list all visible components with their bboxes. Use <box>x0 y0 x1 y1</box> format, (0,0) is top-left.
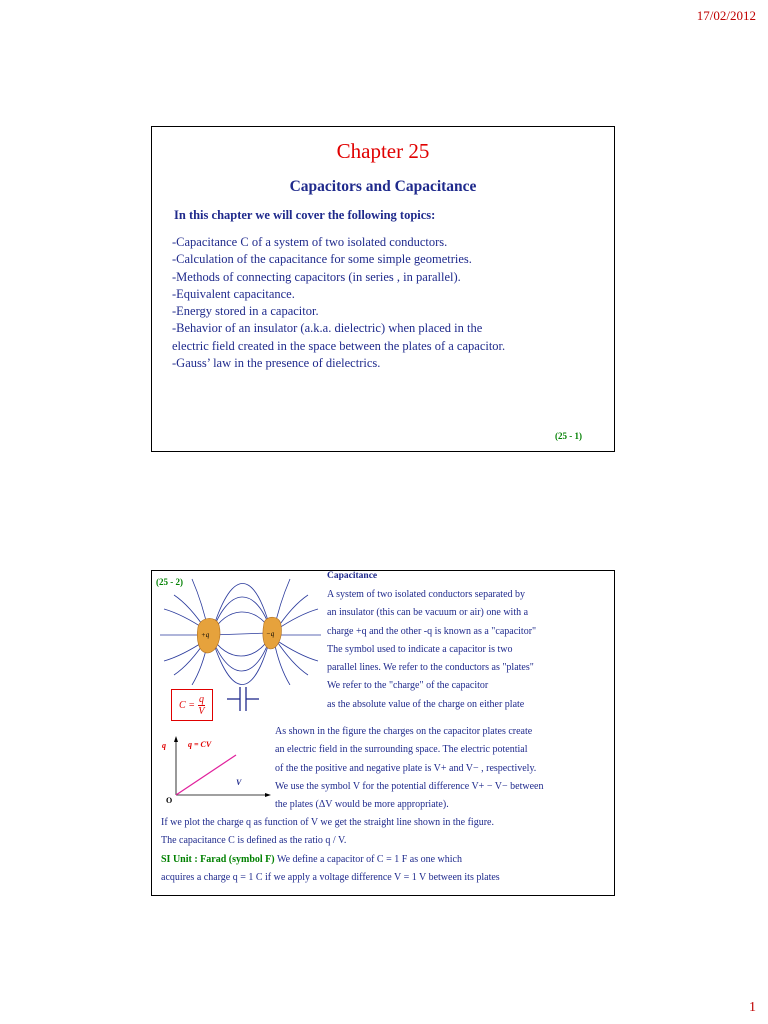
chapter-subtitle: Capacitors and Capacitance <box>289 178 477 195</box>
topics-list <box>172 234 602 372</box>
electric-field-description <box>275 723 613 814</box>
q-vs-v-graph <box>158 733 273 813</box>
text-line: If we plot the charge q as function of V we get the straight line shown in the figure. <box>161 817 494 828</box>
formula-denominator: V <box>198 705 205 717</box>
chapter-title: Chapter 25 <box>336 139 430 163</box>
text-line: The capacitance C is defined as the ratio q / V. <box>161 835 347 847</box>
graph-origin-label: O <box>166 796 173 805</box>
capacitor-symbol-icon <box>223 684 263 714</box>
topics-intro: In this chapter we will cover the following topics: <box>174 208 436 222</box>
topic-item: -Behavior of an insulator (a.k.a. dielectric) when placed in the <box>172 321 483 336</box>
capacitance-definition <box>161 814 611 887</box>
graph-y-label: q <box>162 741 166 750</box>
graph-line-label: q = CV <box>188 740 212 749</box>
text-line: acquires a charge q = 1 C if we apply a voltage difference V = 1 V between its plates <box>161 871 500 883</box>
formula-numerator: q <box>198 693 204 705</box>
text-line: an electric field in the surrounding space. The electric potential <box>275 744 528 756</box>
topic-item: -Methods of connecting capacitors (in series , in parallel). <box>172 269 461 284</box>
formula-lhs: C = <box>179 699 195 711</box>
capacitance-description <box>327 586 612 714</box>
text-line: As shown in the figure the charges on the capacitor plates create <box>275 726 533 737</box>
page-number: 1 <box>749 1000 756 1015</box>
text-line: We use the symbol V for the potential difference V+ − V− between <box>275 780 544 792</box>
plus-charge-label: +q <box>201 631 210 639</box>
text-line: parallel lines. We refer to the conductors as "plates" <box>327 662 534 674</box>
text-line: The symbol used to indicate a capacitor is two <box>327 643 513 655</box>
slide-2 <box>151 570 615 896</box>
text-line: A system of two isolated conductors separated by <box>327 589 526 600</box>
si-unit-label: SI Unit : Farad (symbol F) <box>161 853 275 865</box>
text-line: an insulator (this can be vacuum or air) one with a <box>327 607 529 619</box>
header-date: 17/02/2012 <box>696 8 756 23</box>
topic-item: -Gauss’ law in the presence of dielectrics. <box>172 356 381 371</box>
capacitance-formula <box>171 689 213 721</box>
text-line: charge +q and the other -q is known as a "capacitor" <box>327 625 537 637</box>
text-line: as the absolute value of the charge on either plate <box>327 698 525 710</box>
text-line: We refer to the "charge" of the capacitor <box>327 680 489 692</box>
topic-item: electric field created in the space between the plates of a capacitor. <box>172 338 506 353</box>
topic-item: -Energy stored in a capacitor. <box>172 304 319 319</box>
slide-number: (25 - 1) <box>555 431 582 441</box>
text-line: the plates (ΔV would be more appropriate). <box>275 799 449 811</box>
graph-x-label: V <box>236 778 242 787</box>
text-line: of the the positive and negative plate is V+ and V− , respectively. <box>275 762 537 774</box>
si-unit-text: We define a capacitor of C = 1 F as one which <box>274 853 462 865</box>
minus-charge-label: −q <box>266 630 275 638</box>
slide-number: (25 - 2) <box>156 577 183 587</box>
capacitance-heading: Capacitance <box>327 571 378 581</box>
slide-1 <box>151 126 615 452</box>
topic-item: -Calculation of the capacitance for some simple geometries. <box>172 252 472 267</box>
topic-item: -Equivalent capacitance. <box>172 286 295 301</box>
field-lines-figure <box>156 575 321 685</box>
si-unit-line <box>161 851 611 869</box>
topic-item: -Capacitance C of a system of two isolated conductors. <box>172 235 448 249</box>
